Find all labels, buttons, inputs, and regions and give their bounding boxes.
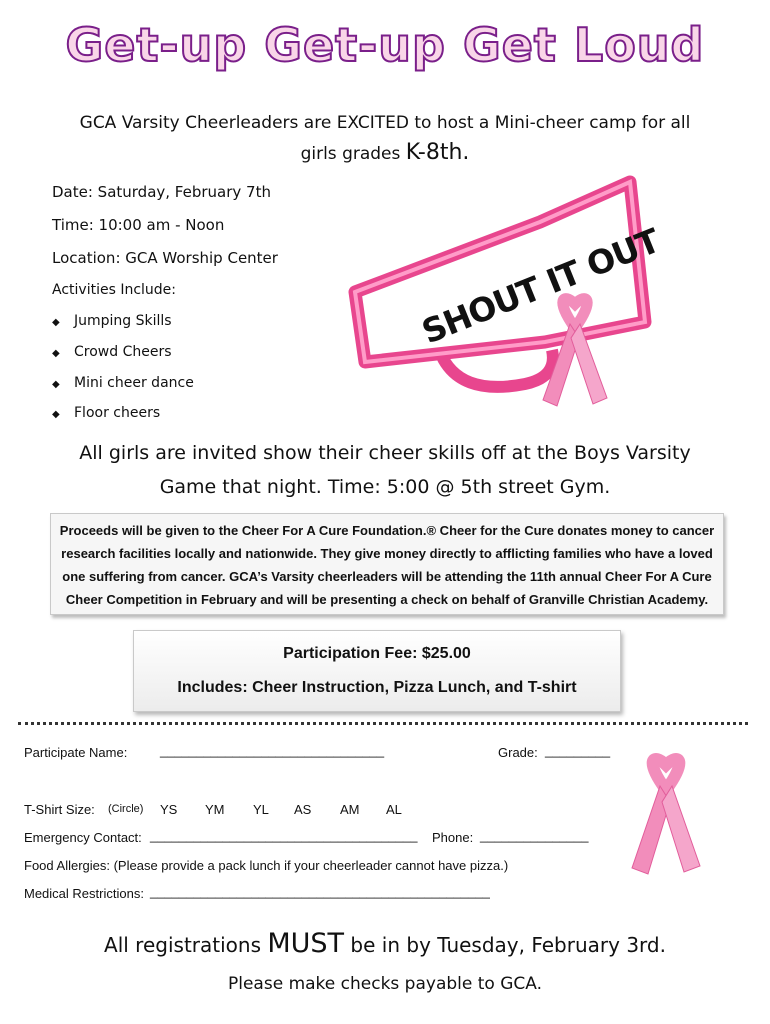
emergency-label: Emergency Contact: (24, 830, 142, 845)
emergency-field[interactable]: _____________________________________ (150, 828, 418, 843)
size-option[interactable]: AM (340, 802, 360, 817)
activity-item: ◆ Jumping Skills (52, 313, 172, 329)
registration-deadline (0, 928, 770, 959)
size-option[interactable]: YS (160, 802, 178, 817)
grade-field[interactable]: _________ (545, 743, 611, 758)
tshirt-hint: (Circle) (108, 803, 144, 815)
proceeds-text: Proceeds will be given to the Cheer For A Cure Foundation.® Cheer for the Cure donates money to cancer research facilities locally and nationwide. They give money directly to afflicting families who have a loved one suffering from cancer. GCA’s Varsity cheerleaders will be attending the 11th annual Cheer For A Cure Cheer Competition in February and will be presenting a check on behalf of Granville Christian Academy. (59, 523, 715, 607)
activity-item: ◆ Floor cheers (52, 405, 161, 421)
name-label: Participate Name: (24, 745, 128, 760)
grade-label: Grade: (498, 745, 538, 760)
megaphone-icon (340, 172, 670, 422)
deadline-prefix: All registrations (104, 933, 261, 957)
phone-field[interactable]: _______________ (480, 828, 589, 843)
deadline-must: MUST (267, 928, 345, 959)
awareness-ribbon-icon (626, 750, 706, 880)
bullet-icon: ◆ (52, 317, 60, 328)
proceeds-box (50, 513, 724, 615)
medical-field[interactable]: _______________________________________________ (150, 884, 490, 899)
size-option[interactable]: YL (253, 802, 269, 817)
fee-includes: Includes: Cheer Instruction, Pizza Lunch, and T-shirt (177, 679, 577, 696)
bullet-icon: ◆ (52, 409, 60, 420)
intro-line-2 (40, 138, 730, 169)
activity-item: ◆ Crowd Cheers (52, 344, 172, 360)
date-line: Date: Saturday, February 7th (52, 183, 271, 201)
allergies-text: Food Allergies: (Please provide a pack lunch if your cheerleader cannot have pizza.) (24, 858, 509, 873)
activity-item: ◆ Mini cheer dance (52, 375, 194, 391)
intro-text (40, 108, 730, 169)
fee-amount: Participation Fee: $25.00 (283, 645, 471, 662)
checks-note: Please make checks payable to GCA. (228, 974, 542, 994)
page-title: Get-up Get-up Get Loud (65, 18, 705, 72)
bullet-icon: ◆ (52, 348, 60, 359)
location-line: Location: GCA Worship Center (52, 249, 278, 267)
tshirt-label: T-Shirt Size: (24, 802, 95, 817)
fee-box (133, 630, 621, 712)
megaphone-text: SHOUT IT OUT (416, 220, 665, 352)
cut-line (18, 722, 748, 725)
invite-line-2: Game that night. Time: 5:00 @ 5th street Gym. (159, 476, 611, 498)
activities-heading: Activities Include: (52, 282, 176, 298)
intro-line-1: GCA Varsity Cheerleaders are EXCITED to host a Mini-cheer camp for all (79, 113, 691, 133)
size-option[interactable]: AS (294, 802, 312, 817)
bullet-icon: ◆ (52, 379, 60, 390)
intro-line-2-prefix: girls grades (300, 144, 401, 164)
time-line: Time: 10:00 am - Noon (52, 216, 225, 234)
phone-label: Phone: (432, 830, 474, 845)
intro-grades: K-8th. (405, 140, 470, 165)
size-option[interactable]: AL (386, 802, 402, 817)
awareness-ribbon-icon (535, 290, 615, 410)
deadline-suffix: be in by Tuesday, February 3rd. (350, 933, 666, 957)
invite-line-1: All girls are invited show their cheer skills off at the Boys Varsity (79, 442, 691, 464)
invite-text (40, 436, 730, 504)
size-option[interactable]: YM (205, 802, 225, 817)
medical-label: Medical Restrictions: (24, 886, 144, 901)
name-field[interactable]: _______________________________ (160, 743, 385, 758)
